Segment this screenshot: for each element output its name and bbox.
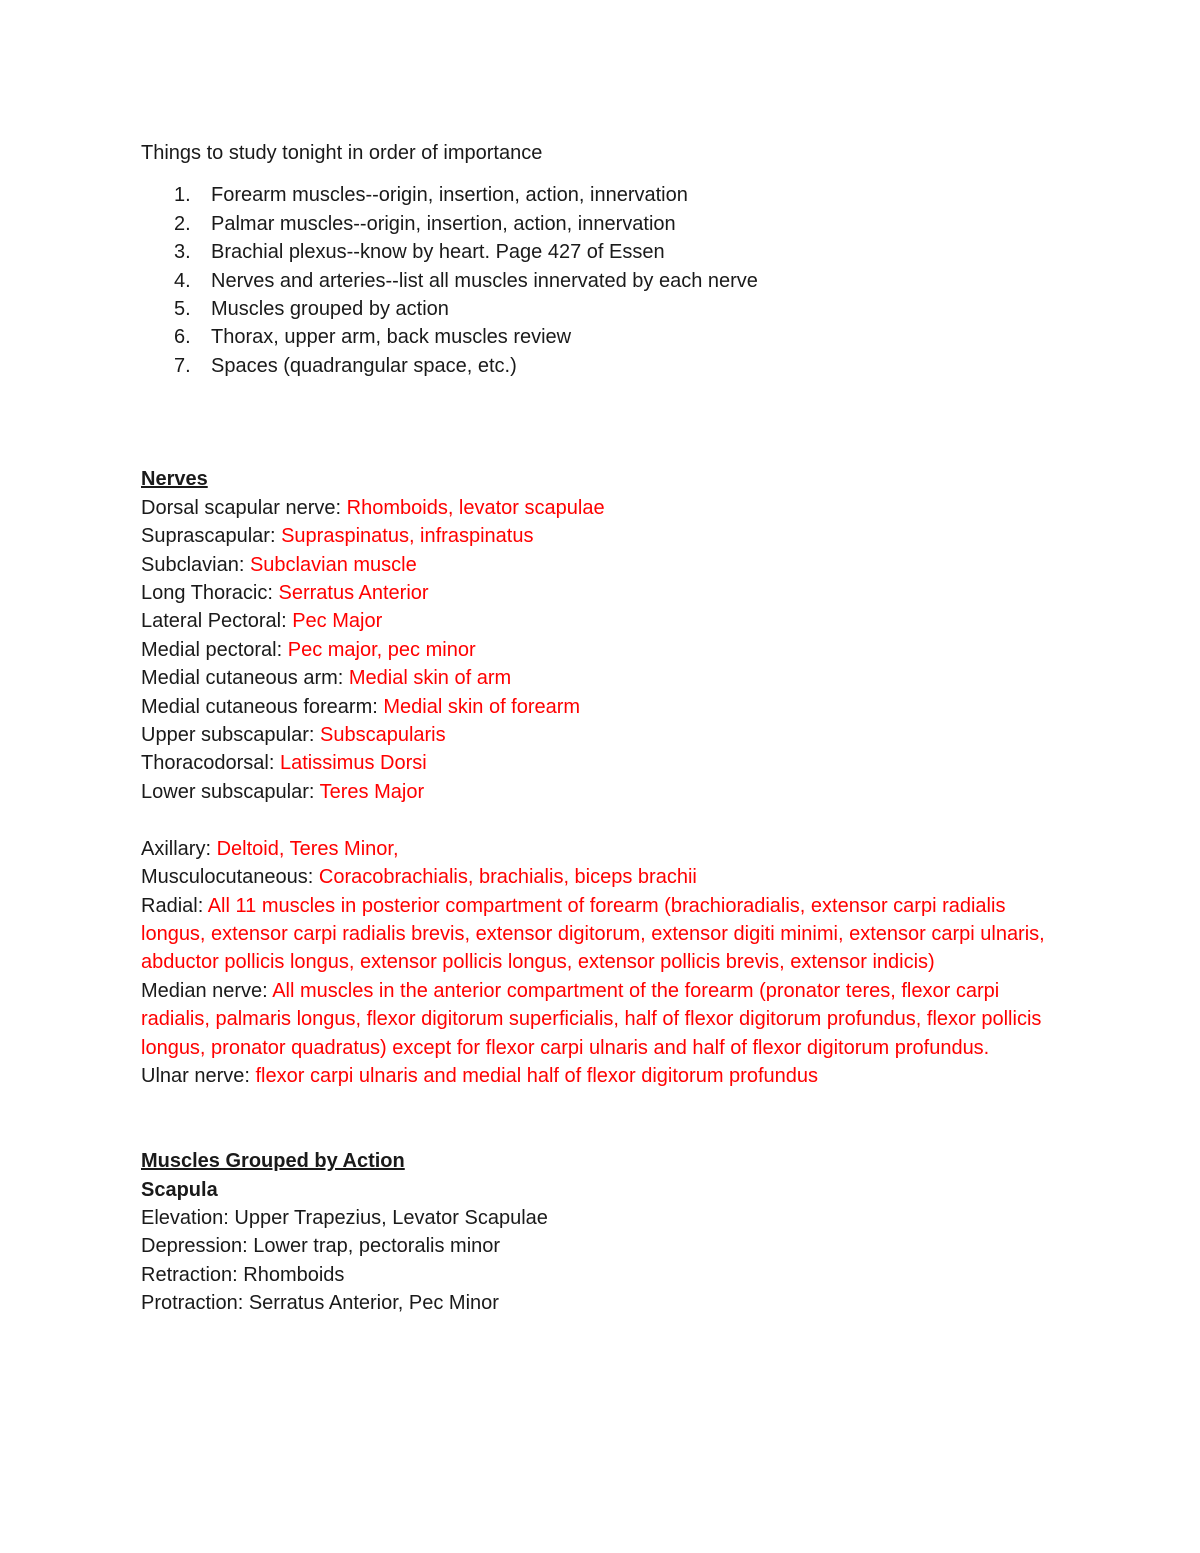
- action-row: Depression: Lower trap, pectoralis minor: [141, 1235, 501, 1258]
- nerve-name: Median nerve:: [141, 979, 273, 1002]
- action-row: Retraction: Rhomboids: [141, 1263, 345, 1286]
- nerve-muscles: All muscles in the anterior compartment of the forearm (pronator teres, flexor carpi radialis, palmaris longus, flexor digitorum superficialis, half of flexor digitorum profundus, flexor pollicis longus, pronator quadratus) except for flexor carpi ulnaris and half of flexor digitorum profundus.: [141, 979, 1042, 1059]
- nerve-muscles: Medial skin of forearm: [383, 695, 581, 718]
- list-item: [141, 323, 1071, 351]
- nerve-muscles: Rhomboids, levator scapulae: [346, 496, 605, 519]
- nerve-row: [141, 579, 1071, 607]
- nerve-muscles: Medial skin of arm: [348, 667, 512, 690]
- nerve-row: [141, 522, 1071, 550]
- action-row: Protraction: Serratus Anterior, Pec Minor: [141, 1292, 499, 1315]
- nerve-muscles: Subscapularis: [319, 724, 446, 747]
- nerve-name: Musculocutaneous:: [141, 866, 319, 889]
- nerve-row: [141, 1062, 1071, 1090]
- list-item: [141, 295, 1071, 323]
- nerve-row: [141, 551, 1071, 579]
- list-item-text: Spaces (quadrangular space, etc.): [211, 354, 517, 377]
- nerve-name: Upper subscapular:: [141, 724, 320, 747]
- nerve-muscles: Pec major, pec minor: [287, 638, 476, 661]
- list-item-text: Palmar muscles--origin, insertion, action, innervation: [211, 212, 676, 235]
- nerve-muscles: Subclavian muscle: [249, 553, 417, 576]
- nerve-name: Lower subscapular:: [141, 780, 320, 803]
- nerve-name: Lateral Pectoral:: [141, 610, 293, 633]
- nerve-row: [141, 778, 1071, 806]
- nerve-row: [141, 749, 1071, 777]
- nerve-name: Medial cutaneous forearm:: [141, 695, 384, 718]
- muscles-by-action-heading: Muscles Grouped by Action: [141, 1150, 405, 1173]
- nerve-muscles: Deltoid, Teres Minor,: [216, 837, 399, 860]
- list-number: 4.: [174, 269, 191, 292]
- list-number: 2.: [174, 212, 191, 235]
- list-item-text: Brachial plexus--know by heart. Page 427 of Essen: [211, 241, 665, 264]
- nerve-name: Medial cutaneous arm:: [141, 667, 349, 690]
- nerve-row: [141, 721, 1071, 749]
- document-page: [141, 139, 1071, 1318]
- nerve-muscles: Serratus Anterior: [278, 582, 429, 605]
- nerve-name: Long Thoracic:: [141, 582, 279, 605]
- list-item: [141, 352, 1071, 380]
- nerve-row: [141, 664, 1071, 692]
- intro-line: Things to study tonight in order of importance: [141, 142, 543, 164]
- nerve-muscles: Teres Major: [319, 780, 425, 803]
- list-item: [141, 181, 1071, 209]
- nerve-muscles: Coracobrachialis, brachialis, biceps brachii: [318, 866, 697, 889]
- list-item: [141, 210, 1071, 238]
- list-number: 5.: [174, 298, 191, 321]
- nerve-muscles: Supraspinatus, infraspinatus: [281, 525, 534, 548]
- nerve-name: Dorsal scapular nerve:: [141, 496, 347, 519]
- list-item-text: Nerves and arteries--list all muscles innervated by each nerve: [211, 269, 758, 292]
- nerve-row: [141, 977, 1071, 1062]
- nerves-heading: Nerves: [141, 468, 208, 491]
- study-list: [141, 181, 1071, 380]
- nerve-row: [141, 636, 1071, 664]
- nerve-row: [141, 863, 1071, 891]
- nerve-row: [141, 693, 1071, 721]
- nerve-muscles: flexor carpi ulnaris and medial half of flexor digitorum profundus: [255, 1064, 819, 1087]
- list-number: 6.: [174, 326, 191, 349]
- scapula-subheading: Scapula: [141, 1178, 218, 1201]
- list-number: 1.: [174, 184, 191, 207]
- nerve-name: Subclavian:: [141, 553, 250, 576]
- nerve-muscles: All 11 muscles in posterior compartment of forearm (brachioradialis, extensor carpi radialis longus, extensor carpi radialis brevis, extensor digitorum, extensor digiti minimi, extensor carpi ulnaris, abductor pollicis longus, extensor pollicis longus, extensor pollicis brevis, extensor indicis): [141, 894, 1045, 974]
- action-row: Elevation: Upper Trapezius, Levator Scapulae: [141, 1206, 548, 1229]
- nerve-muscles: Pec Major: [292, 610, 383, 633]
- list-item: [141, 267, 1071, 295]
- nerve-name: Suprascapular:: [141, 525, 282, 548]
- list-number: 3.: [174, 241, 191, 264]
- list-item: [141, 238, 1071, 266]
- list-item-text: Thorax, upper arm, back muscles review: [211, 326, 572, 349]
- nerve-row: [141, 494, 1071, 522]
- list-item-text: Forearm muscles--origin, insertion, action, innervation: [211, 184, 688, 207]
- nerve-row: [141, 835, 1071, 863]
- list-item-text: Muscles grouped by action: [211, 298, 449, 321]
- nerve-name: Radial:: [141, 894, 208, 917]
- nerve-name: Ulnar nerve:: [141, 1064, 256, 1087]
- nerve-name: Axillary:: [141, 837, 217, 860]
- nerve-name: Thoracodorsal:: [141, 752, 280, 775]
- nerves-group-1: [141, 494, 1071, 806]
- nerve-name: Medial pectoral:: [141, 638, 288, 661]
- nerves-group-2: [141, 835, 1071, 1091]
- nerve-muscles: Latissimus Dorsi: [279, 752, 427, 775]
- nerve-row: [141, 892, 1071, 977]
- list-number: 7.: [174, 354, 191, 377]
- nerve-row: [141, 607, 1071, 635]
